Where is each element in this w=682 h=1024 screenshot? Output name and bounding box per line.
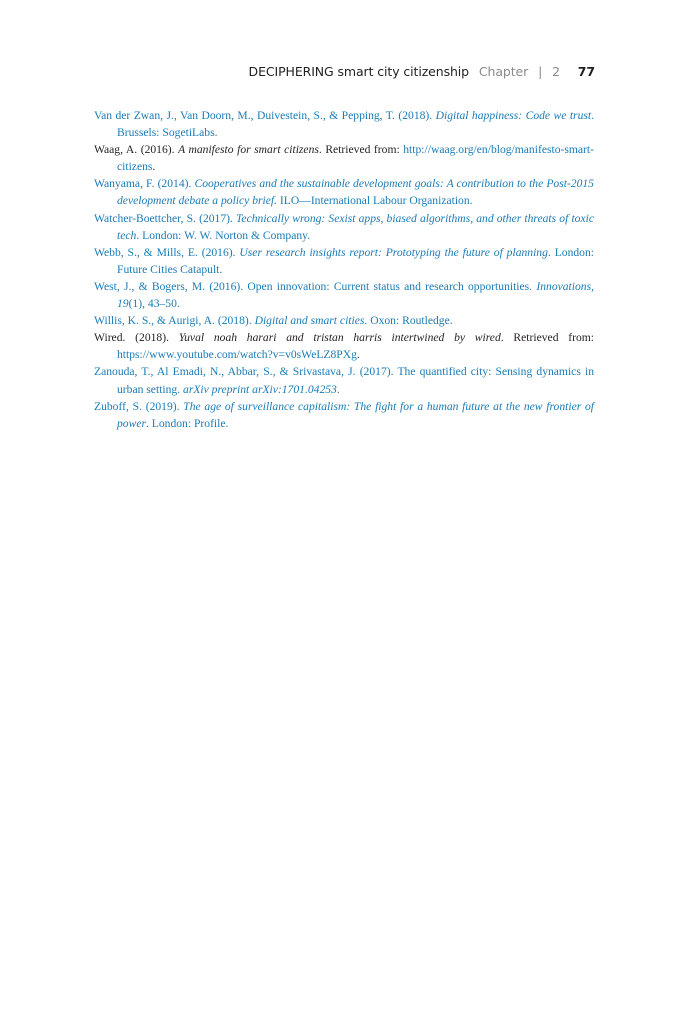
reference-authors: Zuboff, S. (2019). xyxy=(94,399,180,413)
page-number: 77 xyxy=(577,64,595,79)
reference-tail: . xyxy=(356,348,360,362)
reference-item xyxy=(94,244,594,278)
reference-link[interactable]: http://waag.org/en/blog/manifesto-smart-citizens xyxy=(117,143,594,174)
reference-title: User research insights report: Prototyping the future of planning xyxy=(239,245,548,259)
reference-authors: Willis, K. S., & Aurigi, A. (2018). xyxy=(94,314,252,328)
reference-volume: 19 xyxy=(117,297,129,311)
reference-publisher: ILO—International Labour Organization. xyxy=(277,194,473,208)
reference-authors: Wired. (2018). xyxy=(94,331,169,345)
chapter-label: Chapter xyxy=(478,64,529,79)
reference-pages: (1), 43–50. xyxy=(128,297,180,311)
reference-title: Innovations xyxy=(536,279,592,293)
reference-publisher: . Brussels: SogetiLabs. xyxy=(117,109,595,140)
reference-link[interactable]: https://www.youtube.com/watch?v=v0sWeLZ8PXg xyxy=(117,348,357,362)
reference-publisher: . London: Profile. xyxy=(145,416,229,430)
chapter-number: 2 xyxy=(552,64,560,79)
reference-item xyxy=(94,107,594,141)
reference-item xyxy=(94,363,594,397)
reference-authors: Van der Zwan, J., Van Doorn, M., Duivestein, S., & Pepping, T. (2018). xyxy=(94,109,433,122)
reference-item xyxy=(94,210,594,244)
reference-tail: . xyxy=(152,160,156,174)
reference-title: Digital and smart cities xyxy=(254,314,365,328)
reference-publisher: . London: Future Cities Catapult. xyxy=(117,245,594,276)
reference-item: West, J., & Bogers, M. (2016). Open innovation: Current status and research opportunities. Innovations, 19(1), 43–50. xyxy=(94,279,595,311)
reference-item xyxy=(94,329,594,363)
reference-title: Cooperatives and the sustainable development goals: A contribution to the Post-2015 development debate a policy brief. xyxy=(117,177,594,208)
reference-title: Technically wrong: Sexist apps, biased algorithms, and other threats of toxic tech xyxy=(117,211,594,242)
running-head xyxy=(249,64,595,79)
reference-title: arXiv preprint arXiv:1701.04253 xyxy=(183,382,337,396)
reference-item xyxy=(94,175,594,209)
reference-authors: Wanyama, F. (2014). xyxy=(94,177,192,191)
reference-title: Digital happiness: Code we trust xyxy=(435,109,592,122)
reference-list xyxy=(94,107,594,432)
reference-title: The age of surveillance capitalism: The fight for a human future at the new frontier of power xyxy=(117,399,594,430)
reference-item xyxy=(94,312,594,329)
reference-tail: . xyxy=(336,382,340,396)
reference-authors: Zanouda, T., Al Emadi, N., Abbar, S., & Srivastava, J. (2017). The quantified city: Sensing dynamics in urban setting. xyxy=(94,365,594,396)
reference-publisher: . Oxon: Routledge. xyxy=(364,314,453,328)
chapter-separator: | xyxy=(538,64,543,79)
running-head-title: DECIPHERING smart city citizenship xyxy=(248,64,470,79)
reference-authors: Webb, S., & Mills, E. (2016). xyxy=(94,245,236,259)
reference-title: A manifesto for smart citizens xyxy=(178,143,319,157)
reference-publisher: . London: W. W. Norton & Company. xyxy=(136,228,311,242)
reference-publisher: . Retrieved from: xyxy=(318,143,400,157)
reference-authors: Watcher-Boettcher, S. (2017). xyxy=(94,211,233,225)
reference-title: Yuval noah harari and tristan harris intertwined by wired xyxy=(178,331,501,345)
reference-item xyxy=(94,398,594,432)
reference-item xyxy=(94,141,594,175)
reference-authors: West, J., & Bogers, M. (2016). Open innovation: Current status and research opportunities. xyxy=(94,279,533,293)
reference-publisher: . Retrieved from: xyxy=(500,331,595,345)
reference-authors: Waag, A. (2016). xyxy=(94,143,175,157)
